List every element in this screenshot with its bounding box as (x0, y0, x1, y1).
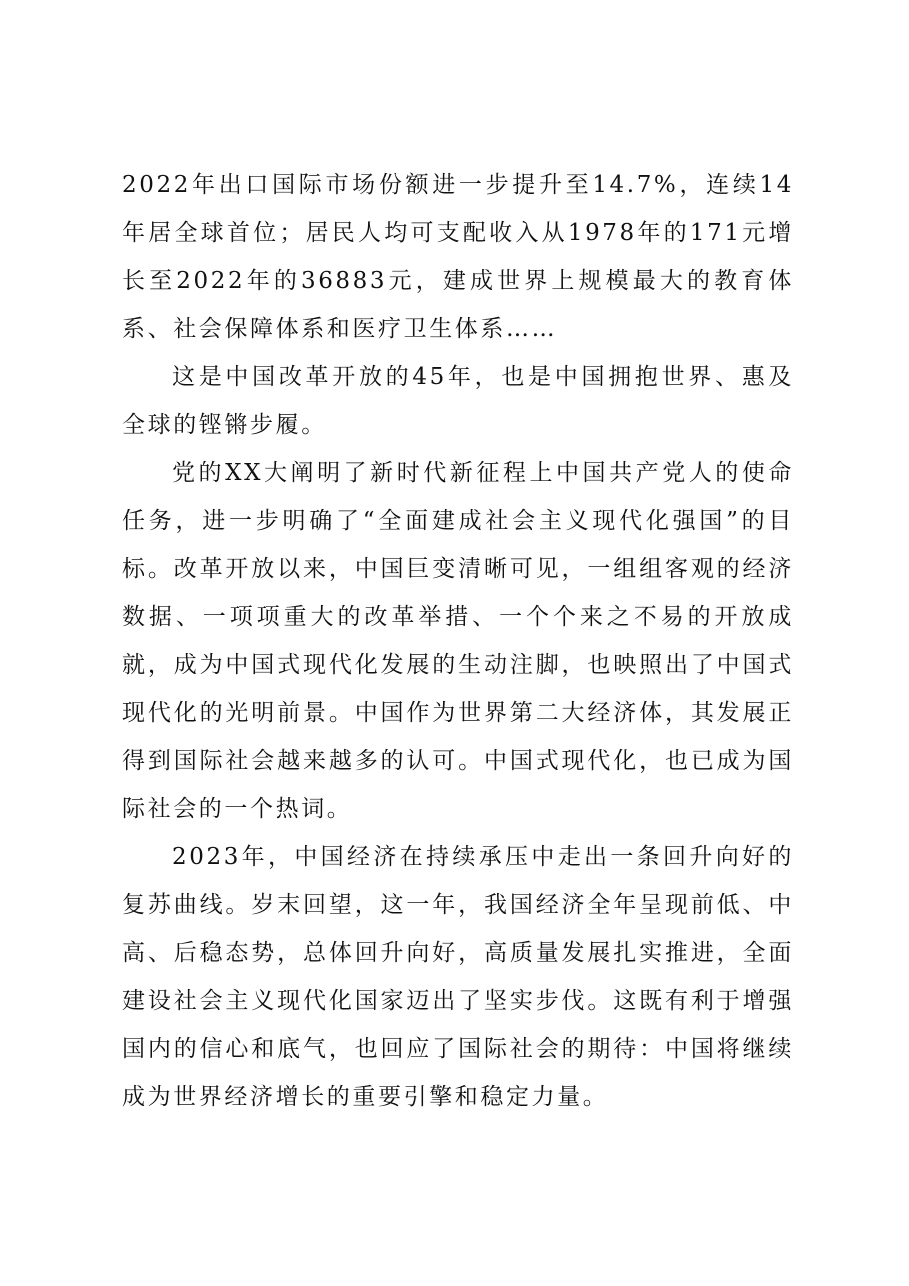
document-body (122, 161, 794, 1121)
paragraph-reform-45-years: 这是中国改革开放的45年，也是中国拥抱世界、惠及全球的铿锵步履。 (122, 364, 794, 438)
paragraph-export-stats: 2022年出口国际市场份额进一步提升至14.7%，连续14年居全球首位；居民人均可支配收入从1978年的171元增长至2022年的36883元，建成世界上规模最大的教育体系、社会保障体系和医疗卫生体系…… (122, 172, 794, 342)
paragraph-modernization-goal: 党的XX大阐明了新时代新征程上中国共产党人的使命任务，进一步明确了“全面建成社会主义现代化强国”的目标。改革开放以来，中国巨变清晰可见，一组组客观的经济数据、一项项重大的改革举措、一个个来之不易的开放成就，成为中国式现代化发展的生动注脚，也映照出了中国式现代化的光明前景。中国作为世界第二大经济体，其发展正得到国际社会越来越多的认可。中国式现代化，也已成为国际社会的一个热词。 (122, 460, 794, 822)
paragraph-economy-2023: 2023年，中国经济在持续承压中走出一条回升向好的复苏曲线。岁末回望，这一年，我国经济全年呈现前低、中高、后稳态势，总体回升向好，高质量发展扎实推进，全面建设社会主义现代化国家迈出了坚实步伐。这既有利于增强国内的信心和底气，也回应了国际社会的期待：中国将继续成为世界经济增长的重要引擎和稳定力量。 (122, 844, 794, 1110)
